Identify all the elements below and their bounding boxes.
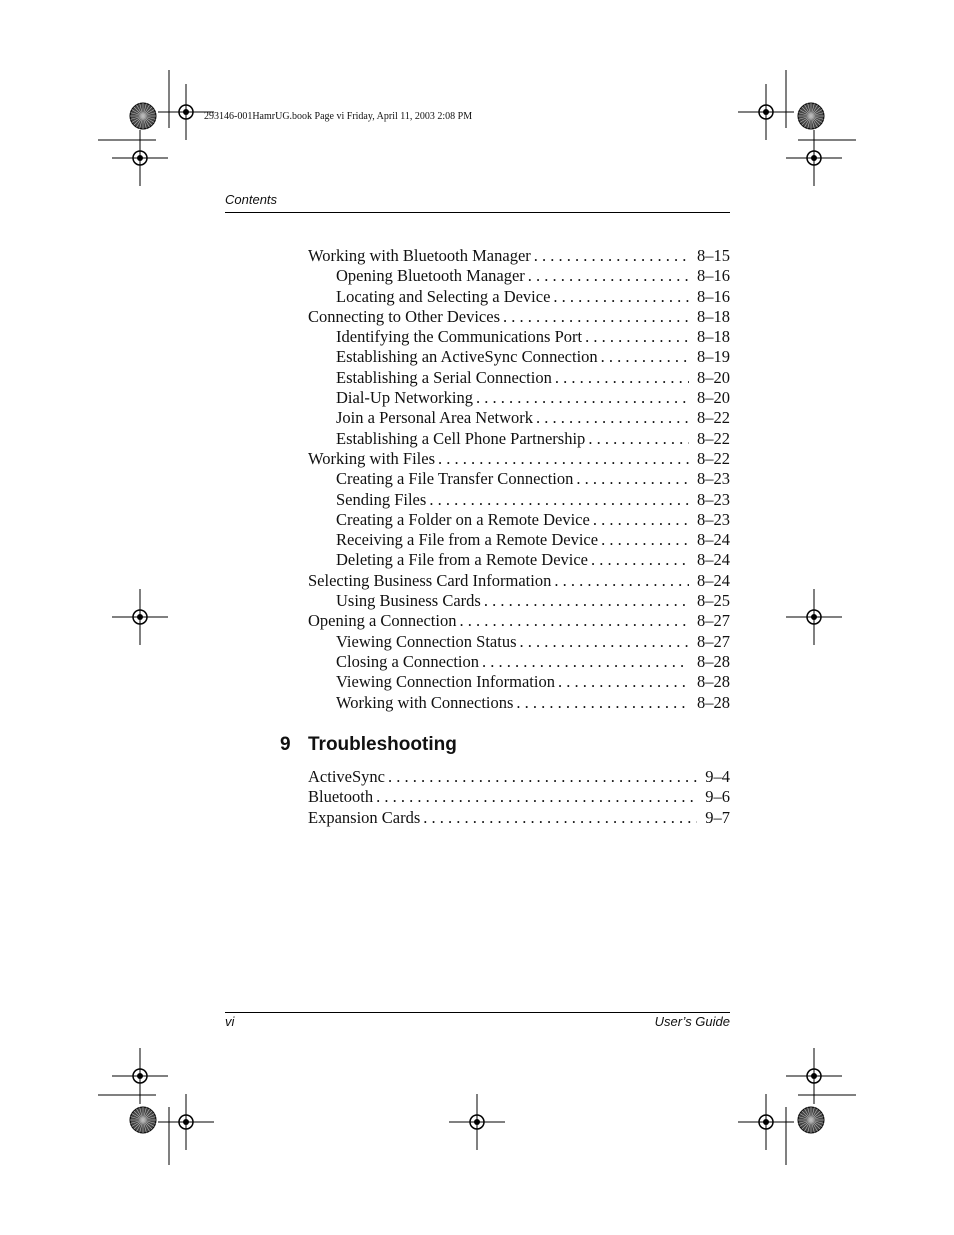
toc-entry-title: Viewing Connection Information [336, 672, 555, 692]
toc-entry[interactable] [308, 429, 730, 449]
toc-entry-title: Using Business Cards [336, 591, 481, 611]
toc-entry[interactable] [308, 327, 730, 347]
registration-target-icon [112, 589, 168, 645]
toc-entry[interactable] [308, 388, 730, 408]
toc-entry-title: Establishing a Serial Connection [336, 367, 552, 387]
toc-entry[interactable] [308, 550, 730, 570]
dot-leader [573, 469, 689, 489]
toc-entry-page: 8–28 [697, 651, 730, 671]
registration-target-icon [449, 1094, 505, 1150]
toc-entry-page: 8–28 [697, 692, 730, 712]
toc-entry-title: Connecting to Other Devices [308, 306, 500, 326]
toc-entry-title: Working with Connections [336, 692, 514, 712]
toc-entry[interactable] [308, 571, 730, 591]
toc-entry-page: 9–6 [705, 787, 730, 807]
page-number: vi [225, 1014, 235, 1029]
toc-entry[interactable] [308, 767, 730, 787]
dot-leader [426, 490, 689, 510]
toc-entry[interactable] [308, 307, 730, 327]
running-head: Contents [225, 192, 278, 207]
toc-entry-page: 8–20 [697, 367, 730, 387]
dot-leader [552, 368, 689, 388]
toc-entry-title: Join a Personal Area Network [336, 408, 534, 428]
toc-entry-page: 8–22 [697, 408, 730, 428]
dot-leader [420, 808, 697, 828]
toc-entry[interactable] [308, 408, 730, 428]
toc-entry-page: 8–23 [697, 469, 730, 489]
toc-entry-title: Viewing Connection Status [336, 631, 517, 651]
dot-leader [517, 632, 690, 652]
toc-entry[interactable] [308, 591, 730, 611]
chapter-number: 9 [280, 734, 291, 755]
dot-leader [585, 429, 689, 449]
registration-target-icon [158, 1094, 214, 1150]
dot-leader [582, 327, 689, 347]
starburst-mark-icon [130, 103, 156, 129]
dot-leader [473, 388, 689, 408]
toc-entry-page: 8–22 [697, 428, 730, 448]
dot-leader [598, 530, 689, 550]
header-rule [225, 212, 730, 213]
toc-entry-page: 8–24 [697, 570, 730, 590]
toc-entry-page: 8–27 [697, 611, 730, 631]
toc-entry-title: Deleting a File from a Remote Device [336, 550, 588, 570]
toc-entry[interactable] [308, 693, 730, 713]
toc-entry[interactable] [308, 672, 730, 692]
dot-leader [525, 266, 689, 286]
footer-title: User’s Guide [654, 1014, 730, 1029]
dot-leader [513, 693, 689, 713]
toc-entry-title: Bluetooth [308, 787, 374, 807]
starburst-mark-icon [130, 1107, 156, 1133]
toc-entry-title: Working with Files [308, 448, 436, 468]
toc-entry[interactable] [308, 266, 730, 286]
chapter-title: Troubleshooting [308, 734, 457, 755]
toc-entry-title: Expansion Cards [308, 807, 421, 827]
toc-entry[interactable] [308, 787, 730, 807]
toc-entry-page: 8–23 [697, 489, 730, 509]
toc-entry-page: 8–16 [697, 266, 730, 286]
toc-entry-page: 8–18 [697, 327, 730, 347]
dot-leader [479, 652, 689, 672]
dot-leader [435, 449, 689, 469]
dot-leader [588, 550, 689, 570]
toc-entry[interactable] [308, 530, 730, 550]
toc-entry-title: ActiveSync [308, 767, 385, 786]
dot-leader [385, 767, 697, 787]
toc-entry-title: Dial-Up Networking [336, 388, 474, 408]
toc-entry[interactable] [308, 449, 730, 469]
toc-entry-title: Creating a File Transfer Connection [336, 469, 574, 489]
dot-leader [456, 611, 689, 631]
toc-entry[interactable] [308, 368, 730, 388]
toc-entry-title: Opening Bluetooth Manager [336, 266, 525, 286]
toc-entry-title: Receiving a File from a Remote Device [336, 530, 599, 550]
toc-entry-title: Establishing an ActiveSync Connection [336, 347, 598, 367]
toc-entry[interactable] [308, 490, 730, 510]
toc-entry-title: Sending Files [336, 489, 427, 509]
toc-entry[interactable] [308, 632, 730, 652]
dot-leader [373, 787, 697, 807]
toc-entry-title: Selecting Business Card Information [308, 570, 552, 590]
toc-entry-title: Working with Bluetooth Manager [308, 246, 531, 265]
toc-entry-page: 8–19 [697, 347, 730, 367]
toc-entry-title: Creating a Folder on a Remote Device [336, 509, 590, 529]
toc-entry-title: Closing a Connection [336, 651, 479, 671]
toc-entry-page: 8–15 [697, 246, 730, 265]
dot-leader [551, 571, 689, 591]
toc-entry-page: 8–23 [697, 509, 730, 529]
dot-leader [481, 591, 689, 611]
dot-leader [500, 307, 689, 327]
toc-entry[interactable] [308, 469, 730, 489]
registration-target-icon [786, 1048, 842, 1104]
chapter-toc-list [308, 767, 730, 828]
registration-target-icon [112, 130, 168, 186]
footer-rule [225, 1012, 730, 1013]
toc-entry-page: 9–4 [705, 767, 730, 786]
toc-entry[interactable] [308, 246, 730, 266]
starburst-mark-icon [798, 1107, 824, 1133]
toc-entry-page: 8–22 [697, 448, 730, 468]
toc-entry-title: Locating and Selecting a Device [336, 286, 551, 306]
print-slug: 293146-001HamrUG.book Page vi Friday, April 11, 2003 2:08 PM [204, 111, 473, 122]
toc-list [308, 246, 730, 713]
toc-entry[interactable] [308, 808, 730, 828]
dot-leader [590, 510, 689, 530]
toc-entry-page: 8–27 [697, 631, 730, 651]
toc-entry-page: 8–24 [697, 550, 730, 570]
chapter-heading [280, 734, 457, 756]
registration-target-icon [786, 130, 842, 186]
toc-entry-page: 9–7 [705, 807, 730, 827]
toc-entry-page: 8–16 [697, 286, 730, 306]
toc-entry-page: 8–20 [697, 388, 730, 408]
toc-entry-page: 8–25 [697, 591, 730, 611]
registration-target-icon [112, 1048, 168, 1104]
dot-leader [598, 347, 689, 367]
dot-leader [550, 287, 689, 307]
toc-entry-title: Opening a Connection [308, 611, 457, 631]
registration-target-icon [786, 589, 842, 645]
toc-entry-page: 8–24 [697, 530, 730, 550]
toc-entry-page: 8–28 [697, 672, 730, 692]
toc-entry[interactable] [308, 510, 730, 530]
toc-entry[interactable] [308, 652, 730, 672]
dot-leader [531, 246, 689, 266]
toc-entry-page: 8–18 [697, 306, 730, 326]
starburst-mark-icon [798, 103, 824, 129]
toc-entry[interactable] [308, 611, 730, 631]
dot-leader [533, 408, 689, 428]
toc-entry[interactable] [308, 287, 730, 307]
toc-entry[interactable] [308, 347, 730, 367]
toc-entry-title: Identifying the Communications Port [336, 327, 583, 347]
dot-leader [555, 672, 689, 692]
toc-entry-title: Establishing a Cell Phone Partnership [336, 428, 586, 448]
